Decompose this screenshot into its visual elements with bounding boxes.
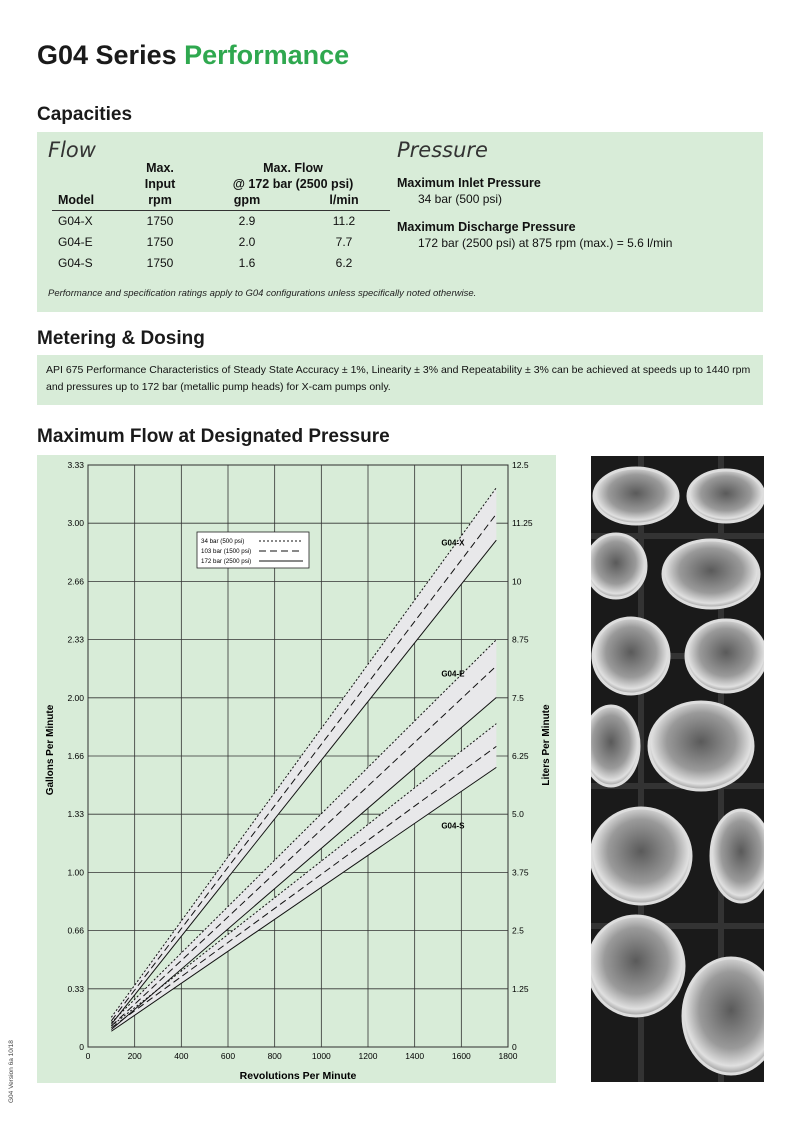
max-input-header-2: Input [144, 177, 176, 191]
max-flow-header-1: Max. Flow [263, 161, 323, 175]
title-accent: Performance [184, 40, 350, 70]
max-inlet-value: 34 bar (500 psi) [418, 192, 503, 206]
chart-legend [197, 532, 309, 568]
model-cell: G04-S [58, 256, 93, 270]
x-tick-label: 1800 [498, 1051, 518, 1061]
y-tick-label: 0 [79, 1042, 84, 1052]
series-line-g04-e-solid [111, 697, 496, 1029]
title-main: G04 Series [37, 40, 177, 70]
capacities-note: Performance and specification ratings apply to G04 configurations unless specifically noted otherwise. [48, 288, 477, 299]
gpm-cell: 1.6 [238, 256, 256, 270]
y-tick-label: 0.33 [67, 983, 84, 994]
rpm-cell: 1750 [146, 256, 174, 270]
band-g04-e [111, 640, 496, 1030]
y2-tick-label: 5.0 [512, 809, 524, 820]
y2-tick-label: 12.5 [512, 460, 529, 470]
y-tick-label: 1.66 [67, 751, 84, 761]
y2-tick-label: 10 [512, 576, 522, 587]
pump-parts-illustration [591, 456, 764, 1082]
x-tick-label: 1600 [451, 1051, 471, 1061]
y-tick-label: 0.66 [67, 925, 84, 936]
y-tick-label: 3.33 [67, 460, 84, 470]
x-tick-label: 200 [127, 1051, 142, 1061]
legend-label: 172 bar (2500 psi) [201, 558, 252, 565]
version-note: G04 Version 6a 10/18 [8, 1040, 15, 1103]
model-header: Model [52, 192, 124, 211]
y2-tick-label: 6.25 [512, 751, 529, 761]
x-tick-label: 1000 [311, 1051, 331, 1061]
legend-label: 103 bar (1500 psi) [201, 548, 252, 555]
y2-tick-label: 7.5 [512, 692, 524, 703]
model-cell: G04-E [58, 235, 93, 249]
chart-bands [111, 488, 496, 1032]
x-axis-label: Revolutions Per Minute [239, 1070, 357, 1082]
lmin-cell: 7.7 [335, 235, 353, 249]
max-discharge-label: Maximum Discharge Pressure [397, 220, 576, 234]
y2-tick-label: 2.5 [512, 925, 524, 936]
y-tick-label: 2.66 [67, 576, 84, 587]
rpm-cell: 1750 [146, 235, 174, 249]
y2-tick-label: 3.75 [512, 867, 529, 878]
flow-heading: Flow [48, 138, 96, 162]
max-input-header-1: Max. [146, 161, 174, 175]
y2-axis-label: Liters Per Minute [541, 704, 552, 786]
rpm-header: rpm [124, 192, 196, 211]
max-flow-header-2: @ 172 bar (2500 psi) [232, 177, 354, 191]
y-tick-label: 2.33 [67, 634, 84, 645]
rpm-cell: 1750 [146, 214, 174, 228]
y-tick-label: 3.00 [67, 518, 84, 529]
max-discharge-value: 172 bar (2500 psi) at 875 rpm (max.) = 5.6 l/min [418, 236, 673, 250]
y2-tick-label: 8.75 [512, 634, 529, 645]
series-line-g04-s-solid [111, 767, 496, 1031]
y2-tick-label: 1.25 [512, 983, 529, 994]
gpm-cell: 2.0 [238, 235, 256, 249]
x-tick-label: 800 [267, 1051, 282, 1061]
y2-tick-label: 11.25 [512, 518, 533, 529]
y-axis-label: Gallons Per Minute [45, 704, 56, 796]
annotation-g04-x: G04-X [441, 538, 465, 548]
annotation-g04-s: G04-S [441, 821, 465, 831]
y-tick-label: 1.00 [67, 867, 84, 878]
y2-tick-label: 0 [512, 1042, 517, 1052]
lmin-cell: 11.2 [332, 214, 356, 228]
metering-text: API 675 Performance Characteristics of Steady State Accuracy ± 1%, Linearity ± 3% and Repeatability ± 3% can be achieved at speeds up to 1440 rpm and pressures up to 172 bar (metallic pump heads) for X-cam pumps only. [46, 364, 751, 393]
legend-label: 34 bar (500 psi) [201, 538, 245, 545]
x-tick-label: 0 [85, 1051, 91, 1061]
lmin-cell: 6.2 [335, 256, 353, 270]
chart-heading: Maximum Flow at Designated Pressure [37, 426, 390, 447]
annotation-g04-e: G04-E [441, 669, 465, 679]
lmin-header: l/min [298, 192, 390, 211]
model-cell: G04-X [58, 214, 93, 228]
metering-heading: Metering & Dosing [37, 328, 205, 349]
x-tick-label: 400 [174, 1051, 189, 1061]
x-tick-label: 1200 [358, 1051, 378, 1061]
x-tick-label: 1400 [405, 1051, 425, 1061]
max-inlet-label: Maximum Inlet Pressure [397, 176, 541, 190]
y-tick-label: 1.33 [67, 809, 84, 820]
gpm-cell: 2.9 [238, 214, 256, 228]
x-tick-label: 600 [220, 1051, 236, 1061]
capacities-heading: Capacities [37, 104, 133, 125]
y-tick-label: 2.00 [67, 692, 84, 703]
gpm-header: gpm [196, 192, 298, 211]
pressure-heading: Pressure [397, 138, 488, 162]
product-photo [591, 456, 764, 1082]
